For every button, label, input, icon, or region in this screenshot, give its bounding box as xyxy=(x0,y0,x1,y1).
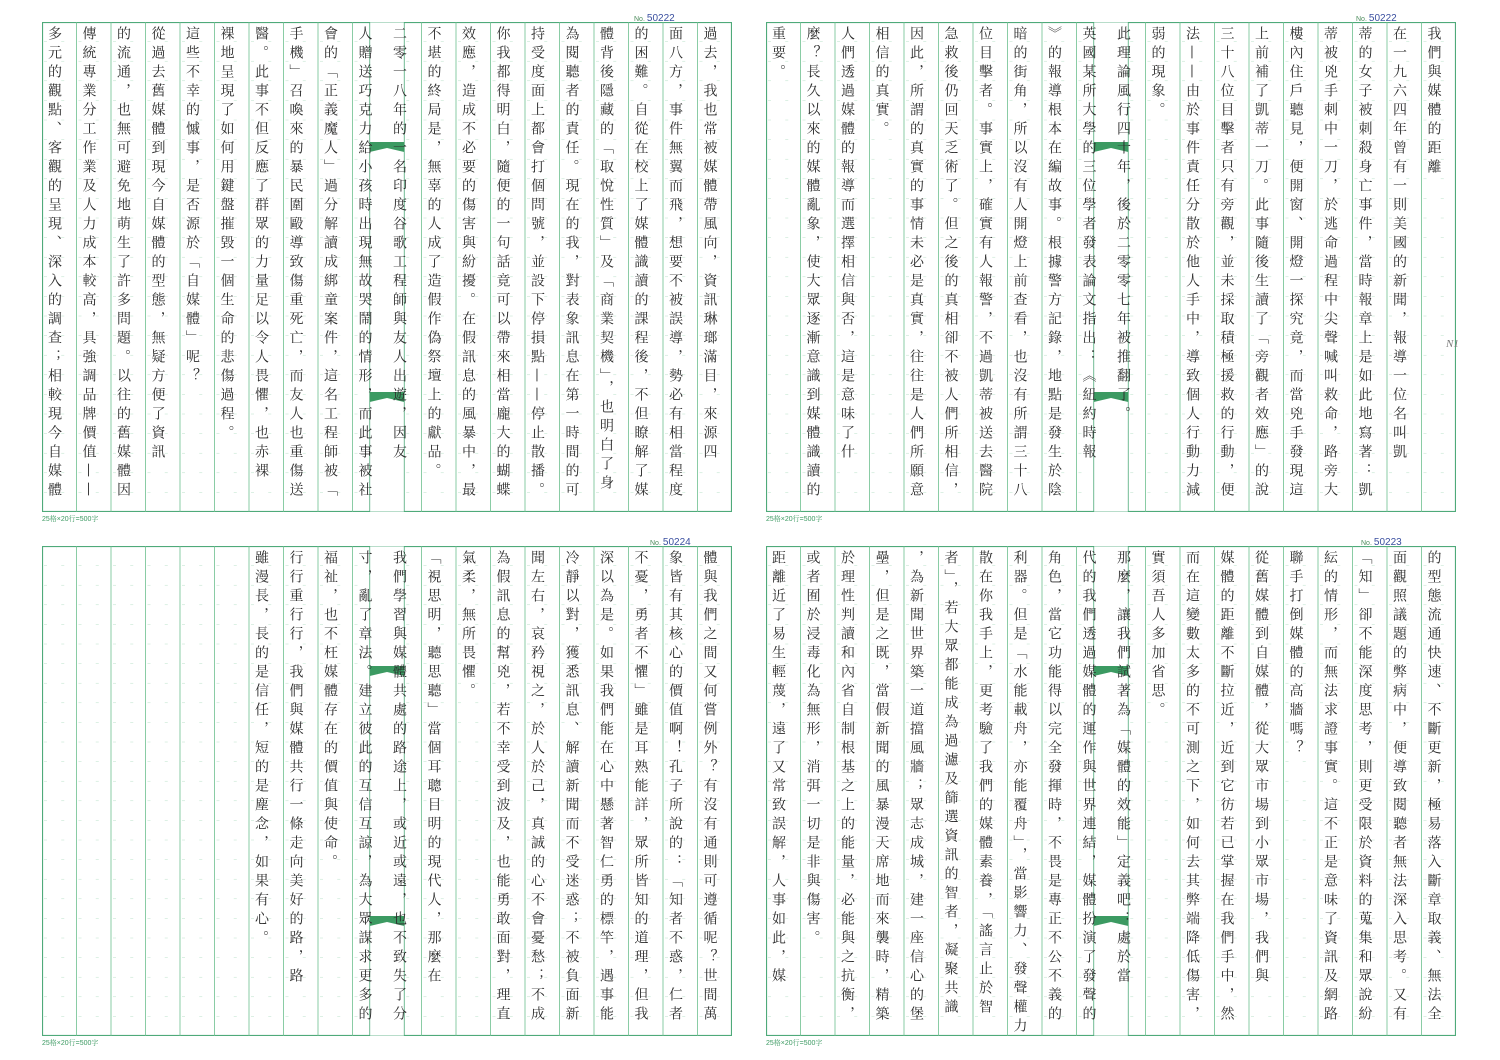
sheet-serial: No. 50222 xyxy=(634,13,675,24)
text-column: 面觀照議題的弊病中，便導致閱聽者無法深入思考。又有 xyxy=(1391,550,1407,1025)
text-column: 寸，亂了章法。建立彼此的互信互諒，為大眾謀求更多的 xyxy=(356,550,373,1025)
text-column: 手機」召喚來的暴民圍毆導致傷重死亡，而友人也重傷送 xyxy=(287,26,304,501)
text-column: 傳統專業分工作業及人力成本較高，具強調品牌價值—— xyxy=(80,26,97,501)
text-column: 行行重行行，我們與媒體共行一條走向美好的路，路 xyxy=(287,550,304,987)
text-column: 為假訊息的幫兇，若不幸受到波及，也能勇敢面對，理直 xyxy=(494,550,511,1025)
grid-label: 25格×20行=500字 xyxy=(766,1040,823,1047)
text-column: 不憂，勇者不懼」雖是耳熟能詳，眾所皆知的道理，但我 xyxy=(632,550,649,1025)
text-column: 人們透過媒體的報導而選擇相信與否，這是意味了什 xyxy=(839,26,855,463)
text-column: 紜的情形，而無法求證事實。這不正是意味了資訊及網路 xyxy=(1322,550,1338,1025)
text-column: 或者囿於浸毒化為無形，消弭一切是非與傷害。 xyxy=(804,550,821,949)
sheet-serial: No. 50223 xyxy=(1361,537,1402,548)
text-column: 多元的觀點、客觀的呈現、深入的調查；相較現今自媒體 xyxy=(46,26,62,501)
text-column: 從舊媒體到自媒體，從大眾市場到小眾市場，我們與 xyxy=(1253,550,1269,987)
text-column: 面八方，事件無翼而飛，想要不被誤導，勢必有相當程度 xyxy=(667,26,683,501)
text-column: 的流通，也無可避免地萌生了許多問題。以往的舊媒體因 xyxy=(115,26,131,501)
text-column: 「知」卻不能深度思考，則更受限於資料的蒐集和眾說紛 xyxy=(1356,550,1373,1025)
text-column: 於理性判讀和內省自制根基之上的能量，必能與之抗衡， xyxy=(839,550,855,1025)
grid-label: 25格×20行=500字 xyxy=(42,1040,99,1047)
text-column: 體背後隱藏的「取悅性質」及「商業契機」，也明白了身 xyxy=(598,26,614,494)
margin-note: N1 xyxy=(1446,338,1459,350)
text-column: 位目擊者。事實上，確實有人報警，不過凱蒂被送去醫院 xyxy=(977,26,993,501)
text-column: 上前補了凱蒂一刀。此事隨後生讀了「旁觀者效應」的說 xyxy=(1253,26,1269,501)
text-column: 媒體的距離不斷拉近，近到它彷若已掌握在我們手中，然 xyxy=(1218,550,1235,1025)
grid-label: 25格×20行=500字 xyxy=(42,516,99,523)
text-column: 樓內住戶聽見，便開窗、開燈一探究竟，而當兇手發現這 xyxy=(1287,26,1304,501)
text-column: 我們學習與媒體共處的路途上，或近或遠，也不致失了分 xyxy=(391,550,407,1025)
text-column: 從過去舊媒體到現今自媒體的型態，無疑方便了資訊 xyxy=(149,26,166,463)
text-column: 實須吾人多加省思。 xyxy=(1149,550,1166,721)
text-column: 聞左右，哀矜視之，於人於己，真誠的心不會憂愁；不成 xyxy=(529,550,545,1025)
text-column: 壘，但是之既，當假新聞的風暴漫天席地而來襲時，精築 xyxy=(873,550,890,1025)
text-column: 過去，我也常被媒體帶風向，資訊琳瑯滿目，來源四 xyxy=(701,26,718,463)
text-column: 那麼，讓我們試著為「媒體的效能」定義吧：處於當 xyxy=(1115,550,1131,987)
text-column: 蒂被兇手刺中一刀，於逃命過程中尖聲喊叫救命，路旁大 xyxy=(1322,26,1338,501)
sheet-serial: No. 50224 xyxy=(650,537,691,548)
text-column: 散在你我手上，更考驗了我們的媒體素養，「謠言止於智 xyxy=(977,550,993,1018)
text-column: 角色，當它功能得以完全發揮時，不畏是專正不公不義的 xyxy=(1046,550,1062,1025)
text-column: 的困難。自從在校上了媒體識讀的課程後，不但瞭解了媒 xyxy=(632,26,649,501)
text-column: 此理論風行四十年，後於二零零七年被推翻了。 xyxy=(1115,26,1131,425)
text-column: 弱的現象。 xyxy=(1149,26,1166,121)
text-column: 的型態流通快速、不斷更新，極易落入斷章取義、無法全 xyxy=(1425,550,1442,1025)
text-column: 英國某所大學的三位學者發表論文指出：《紐約時報 xyxy=(1080,26,1097,463)
text-column: 而在這變數太多的不可測之下，如何去其弊端降低傷害， xyxy=(1184,550,1200,1025)
text-column: 我們與媒體的距離 xyxy=(1425,26,1442,178)
text-column: 不堪的終局是，無辜的人成了造假作偽祭壇上的獻品。 xyxy=(425,26,442,482)
sheet-serial: No. 50222 xyxy=(1356,13,1397,24)
manuscript-sheet-4 xyxy=(42,537,732,1047)
text-column: 醫。此事不但反應了群眾的力量足以令人畏懼，也赤裸 xyxy=(253,26,269,482)
manuscript-sheet-3 xyxy=(766,537,1456,1047)
text-column: 二零一八年的一名印度谷歌工程師與友人出遊，因友 xyxy=(391,26,407,463)
text-column: 急救後仍回天乏術了。但之後的真相卻不被人們所相信， xyxy=(942,26,959,501)
text-column: 這些不幸的慽事，是否源於「自媒體」呢？ xyxy=(184,26,200,387)
text-column: 代的我們透過媒體的運作與世界連結，媒體扮演了發聲的 xyxy=(1080,550,1097,1025)
text-column: 者」，若大眾都能成為過濾及篩選資訊的智者，凝聚共識 xyxy=(942,550,959,1018)
text-column: 距離近了易生輕蔑，遠了又常致誤解，人事如此，媒 xyxy=(770,550,786,987)
text-column: 你我都得明白，隨便的一句話竟可以帶來相當龐大的蝴蝶 xyxy=(494,26,511,501)
grid-lines xyxy=(42,22,732,512)
text-column: 因此，所謂的真實的事情未必是真實，往往是人們所願意 xyxy=(908,26,924,501)
text-column: 氣柔，無所畏懼。 xyxy=(460,550,476,702)
text-column: 雖漫長，長的是信任，短的是塵念，如果有心。 xyxy=(253,550,269,949)
grid-lines xyxy=(42,546,732,1036)
text-column: 會的「正義魔人」過分解讀成綁童案件，這名工程師被「 xyxy=(322,26,338,501)
text-column: 體與我們之間又何嘗例外？有沒有通則可遵循呢？世間萬 xyxy=(701,550,718,1025)
text-column: 麼？長久以來的媒體亂象，使大眾逐漸意識到媒體識讀的 xyxy=(804,26,821,501)
text-column: 三十八位目擊者只有旁觀，並未採取積極援救的行動，便 xyxy=(1218,26,1235,501)
text-column: 法——由於事件責任分散於他人手中，導致個人行動力減 xyxy=(1184,26,1200,501)
text-column: 人贈送巧克力給小孩時出現無故哭鬧的情形，而此事被社 xyxy=(356,26,373,501)
text-column: 福祉，也不枉媒體存在的價值與使命。 xyxy=(322,550,338,873)
text-column: 在一九六四年曾有一則美國的新聞，報導一位名叫凱 xyxy=(1391,26,1407,463)
text-column: 為閱聽者的責任。現在的我，對表象訊息在第一時間的可 xyxy=(563,26,580,501)
text-column: 象皆有其核心的價值啊！孔子所說的：「知者不惑，仁者 xyxy=(667,550,683,1025)
grid-lines xyxy=(766,22,1456,512)
grid-label: 25格×20行=500字 xyxy=(766,516,823,523)
text-column: 重要。 xyxy=(770,26,786,83)
text-column: 利器。但是「水能載舟，亦能覆舟」，當影響力、發聲權力 xyxy=(1011,550,1028,1037)
grid-lines xyxy=(766,546,1456,1036)
manuscript-sheet-1 xyxy=(766,13,1456,523)
text-column: 》的報導根本在編故事。根據警方記錄，地點是發生於陰 xyxy=(1046,26,1062,501)
manuscript-sheet-2 xyxy=(42,13,732,523)
text-column: 深以為是。如果我們能在心中懸著智仁勇的標竿，遇事能 xyxy=(598,550,614,1025)
text-column: 蒂的女子被刺殺身亡事件，當時報章上是如此地寫著：凱 xyxy=(1356,26,1373,501)
text-column: 相信的真實。 xyxy=(873,26,890,140)
text-column: 聯手打倒媒體的高牆嗎？ xyxy=(1287,550,1304,759)
text-column: 持受度面上都會打個問號，並設下停損點——停止散播。 xyxy=(529,26,545,501)
text-column: 「視思明，聽思聽」當個耳聰目明的現代人，那麼在 xyxy=(425,550,442,987)
text-column: 冷靜以對，獲悉訊息、解讀新聞而不受迷惑；不被負面新 xyxy=(563,550,580,1025)
text-column: 效應，造成不必要的傷害與紛擾。在假訊息的風暴中，最 xyxy=(460,26,476,501)
text-column: 裸地呈現了如何用鍵盤摧毀一個生命的悲傷過程。 xyxy=(218,26,235,444)
text-column: 暗的街角，所以沒有人開燈上前查看，也沒有所謂三十八 xyxy=(1011,26,1028,501)
text-column: ，為新聞世界築一道擋風牆；眾志成城，建一座信心的堡 xyxy=(908,550,924,1025)
